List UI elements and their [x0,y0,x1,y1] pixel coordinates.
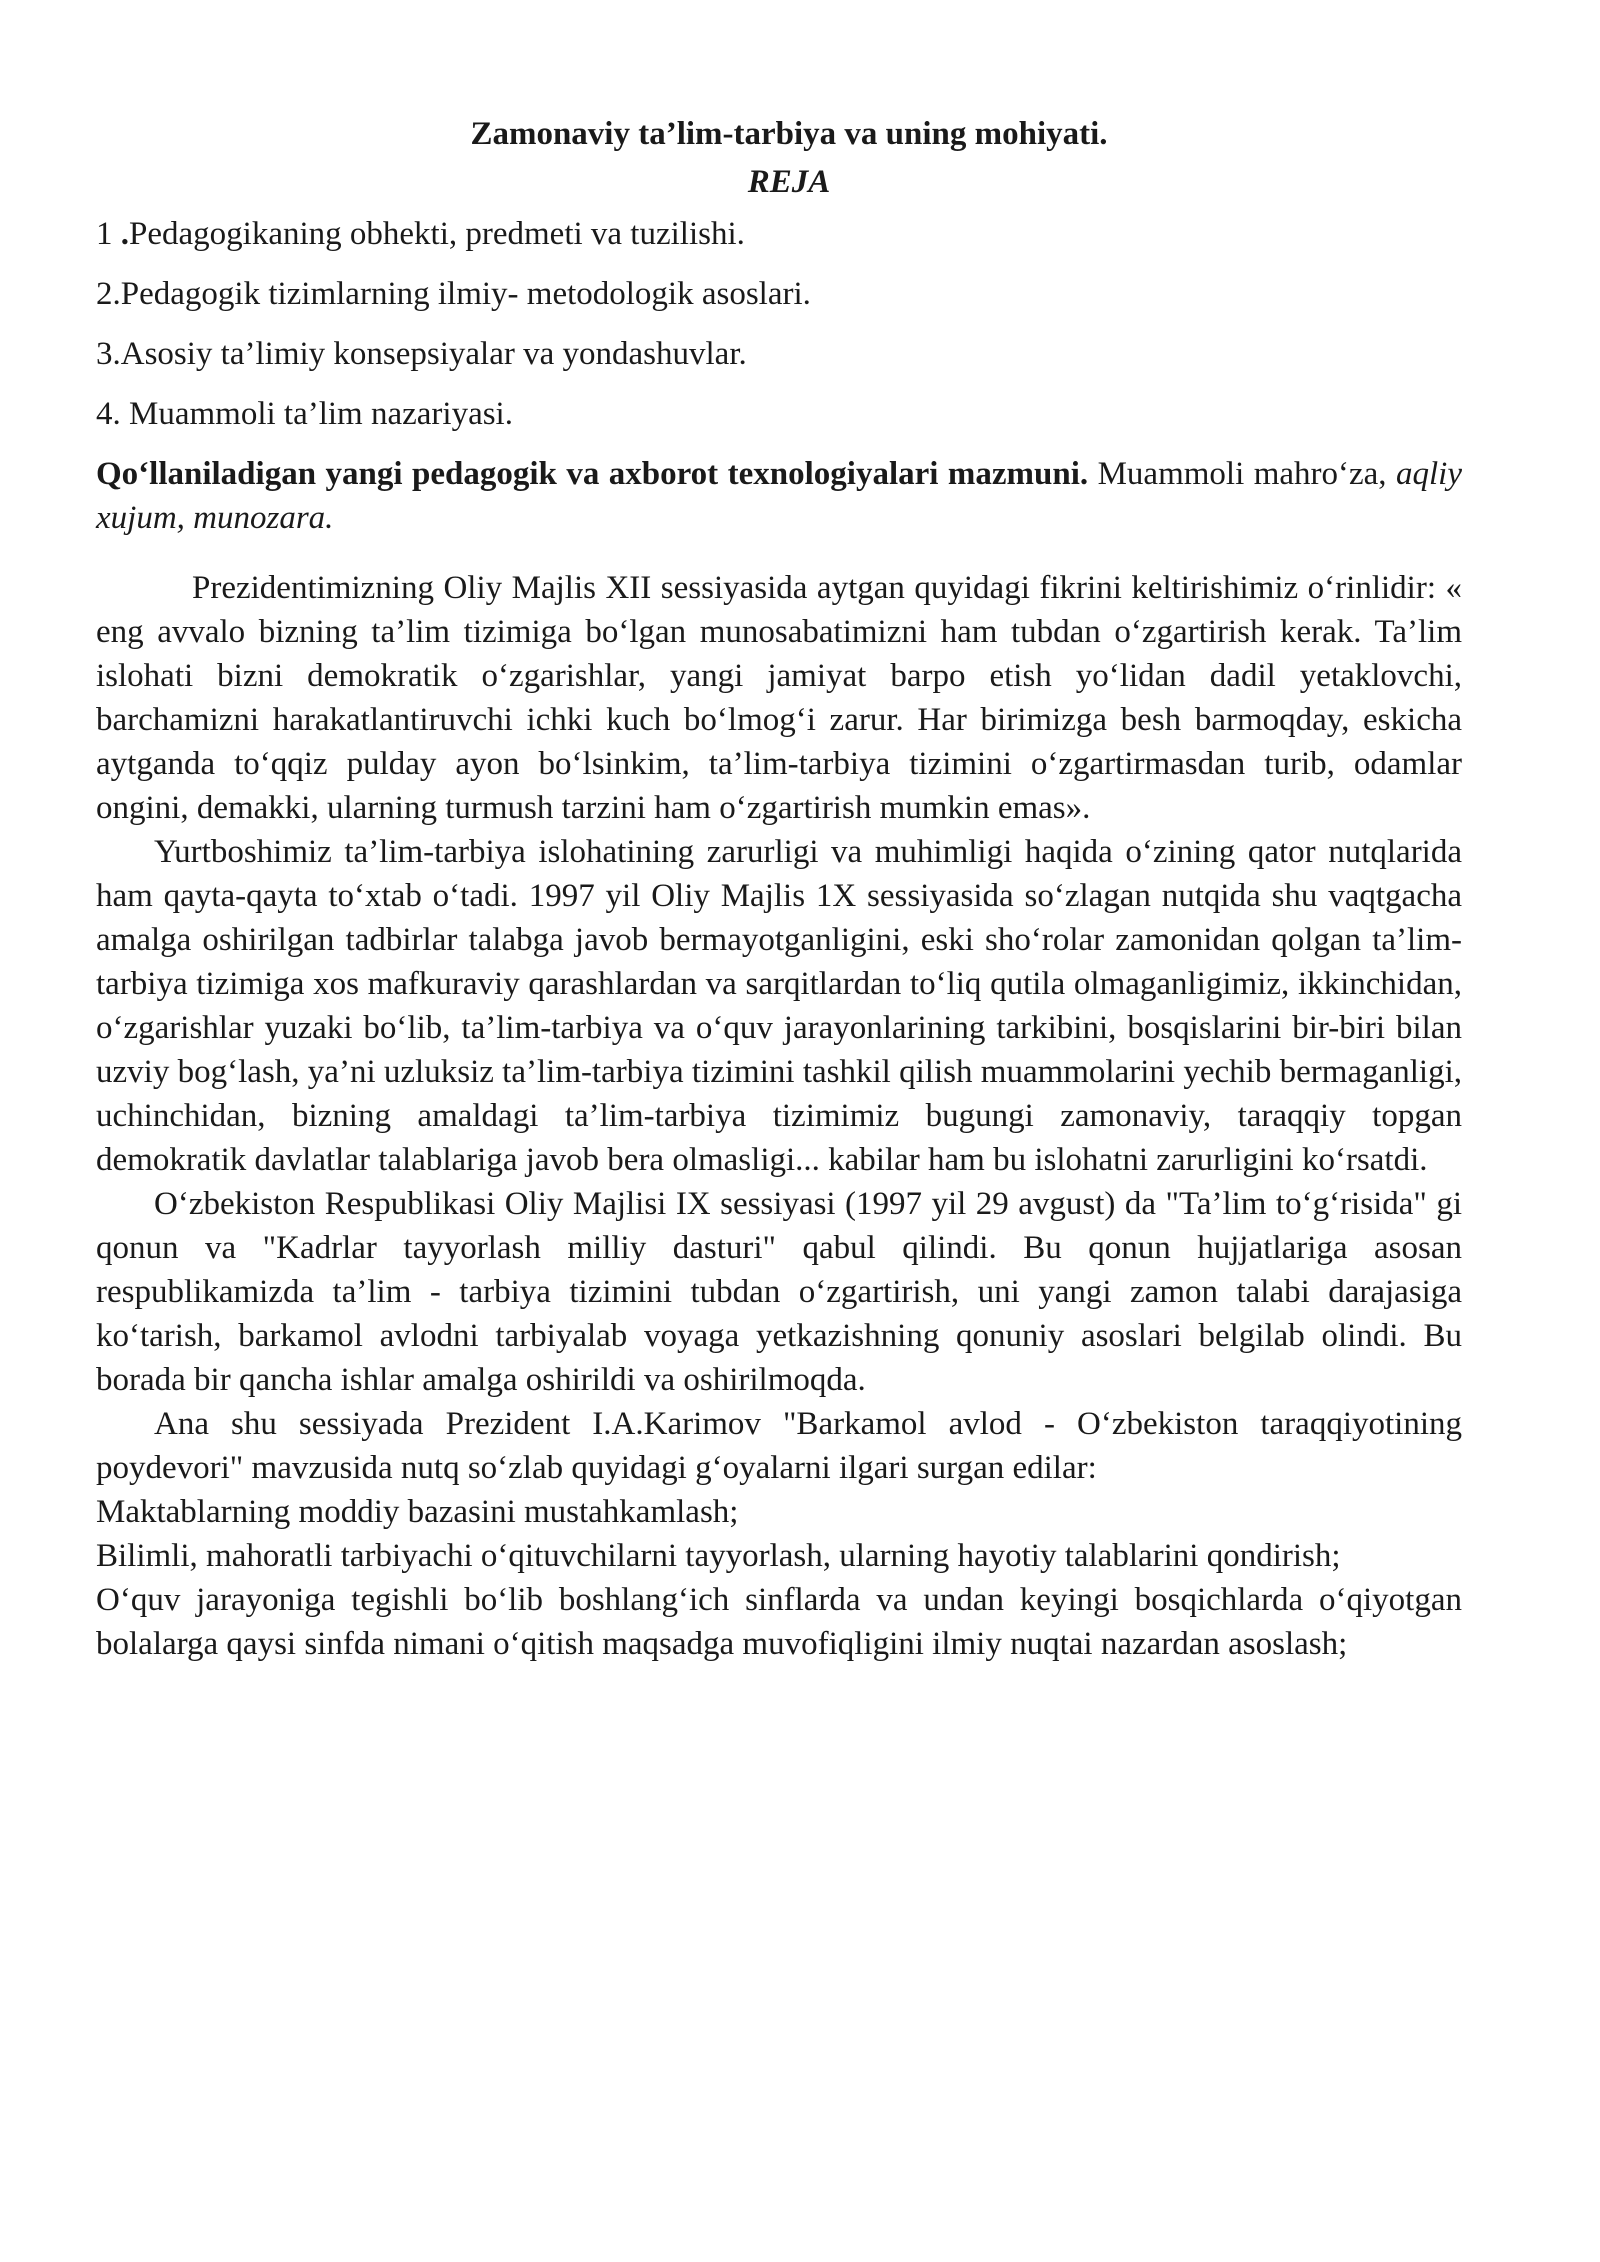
body-paragraph-2: Yurtboshimiz ta’lim-tarbiya islohatining zarurligi va muhimligi haqida o‘zining qator nutqlarida ham qayta-qayta to‘xtab o‘tadi. 1997 yil Oliy Majlis 1X sessiyasida so‘zlagan nutqida shu vaqtgacha amalga oshirilgan tadbirlar talabga javob bermayotganligini, eski sho‘rolar zamonidan qolgan ta’lim-tarbiya tizimiga xos mafkuraviy qarashlardan va sarqitlardan to‘liq qutila olmaganligimiz, ikkinchidan, o‘zgarishlar yuzaki bo‘lib, ta’lim-tarbiya va o‘quv jarayonlarining tarkibini, bosqislarini bir-biri bilan uzviy bog‘lash, ya’ni uzluksiz ta’lim-tarbiya tizimini tashkil qilish muammolarini yechib bermaganligi, uchinchidan, bizning amaldagi ta’lim-tarbiya tizimimiz bugungi zamonaviy, taraqqiy topgan demokratik davlatlar talablariga javob bera olmasligi... kabilar ham bu islohatni zarurligini ko‘rsatdi. [96,834,1462,1178]
plan-item-text: Asosiy ta’limiy konsepsiyalar va yondashuvlar. [120,336,747,372]
plan-item-4 [96,392,1462,436]
plan-item-text: Pedagogikaning obhekti, predmeti va tuzilishi. [129,216,745,252]
plan-item-3 [96,332,1462,376]
goals-list-item-1: Maktablarning moddiy bazasini mustahkamlash; [96,1494,739,1530]
plan-item-text: Pedagogik tizimlarning ilmiy- metodologik asoslari. [120,276,811,312]
technologies-lead: Qo‘llaniladigan yangi pedagogik va axborot texnologiyalari mazmuni. [96,456,1089,492]
technologies-plain: Muammoli mahro‘za, [1088,456,1397,492]
plan-item-2 [96,272,1462,316]
technologies-italic: aqliy xujum, munozara. [96,456,1462,536]
goals-list-item-2: Bilimli, mahoratli tarbiyachi o‘qituvchilarni tayyorlash, ularning hayotiy talablarini qondirish; [96,1538,1341,1574]
plan-item-dot: . [120,216,129,252]
technologies-line [96,452,1462,540]
goals-list-item-3: O‘quv jarayoniga tegishli bo‘lib boshlang‘ich sinflarda va undan keyingi bosqichlarda o‘qiyotgan bolalarga qaysi sinfda nimani o‘qitish maqsadga muvofiqligini ilmiy nuqtai nazardan asoslash; [96,1582,1462,1662]
plan-item-number: 4. [96,396,129,432]
plan-item-1 [96,212,1462,256]
body-paragraph-4: Ana shu sessiyada Prezident I.A.Karimov "Barkamol avlod - O‘zbekiston taraqqiyotining poydevori" mavzusida nutq so‘zlab quyidagi g‘oyalarni ilgari surgan edilar: [96,1406,1462,1486]
body-paragraph-1: Prezidentimizning Oliy Majlis XII sessiyasida aytgan quyidagi fikrini keltirishimiz o‘rinlidir: « eng avvalo bizning ta’lim tizimiga bo‘lgan munosabatimizni ham tubdan o‘zgartirish kerak. Ta’lim islohati bizni demokratik o‘zgarishlar, yangi jamiyat barpo etish yo‘lidan dadil yetaklovchi, barchamizni harakatlantiruvchi ichki kuch bo‘lmog‘i zarur. Har birimizga besh barmoqday, eskicha aytganda to‘qqiz pulday ayon bo‘lsinkim, ta’lim-tarbiya tizimini o‘zgartirmasdan turib, odamlar ongini, demakki, ularning turmush tarzini ham o‘zgartirish mumkin emas». [96,570,1462,826]
plan-item-text: Muammoli ta’lim nazariyasi. [129,396,513,432]
plan-item-number: 3. [96,336,121,372]
plan-list [96,212,1462,436]
body-paragraph-3: O‘zbekiston Respublikasi Oliy Majlisi IX sessiyasi (1997 yil 29 avgust) da "Ta’lim to‘g‘risida" gi qonun va "Kadrlar tayyorlash milliy dasturi" qabul qilindi. Bu qonun hujjatlariga asosan respublikamizda ta’lim - tarbiya tizimini tubdan o‘zgartirish, uni yangi zamon talabi darajasiga ko‘tarish, barkamol avlodni tarbiyalab voyaga yetkazishning qonuniy asoslari belgilab olindi. Bu borada bir qancha ishlar amalga oshirildi va oshirilmoqda. [96,1186,1462,1398]
plan-heading: REJA [747,164,831,200]
plan-item-number: 1 [96,216,121,252]
document-title: Zamonaviy ta’lim-tarbiya va uning mohiyati. [470,116,1108,152]
plan-item-number: 2. [96,276,121,312]
goals-list [96,1490,1462,1666]
